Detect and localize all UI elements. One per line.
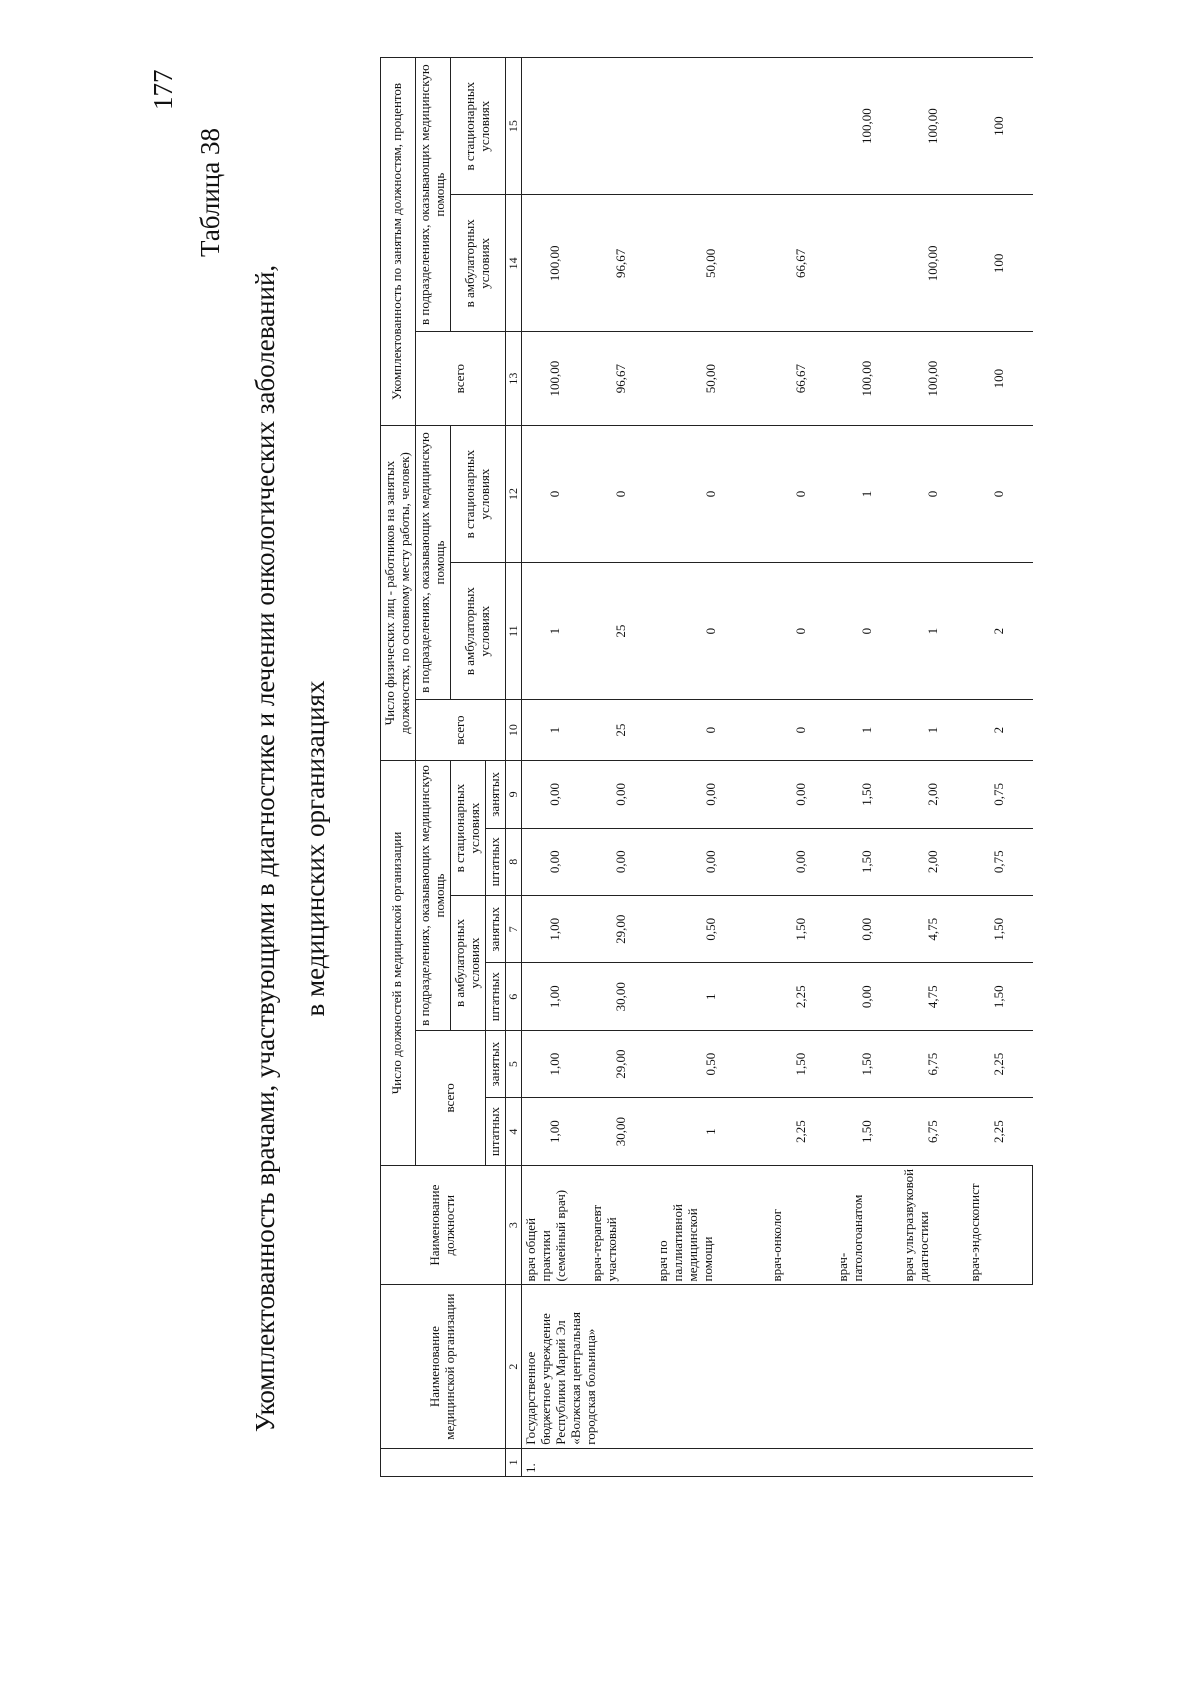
header-position-name: Наименование должности: [381, 1165, 506, 1285]
table-row: [654, 58, 768, 1477]
cell: 0: [522, 425, 589, 562]
col-number: 5: [505, 1030, 522, 1097]
header-persons-count: Число физических лиц - работников на занятых должностях, по основному месту работы, человек): [381, 425, 416, 760]
table-row: [588, 58, 654, 1477]
page-number: 177: [148, 69, 178, 110]
header-positions-inpatient: в стационарных условиях: [450, 761, 485, 896]
cell: 0: [654, 425, 768, 562]
table-row: [522, 58, 589, 1477]
cell: 100,00: [900, 195, 966, 332]
cell: 1: [900, 563, 966, 700]
cell: 30,00: [588, 963, 654, 1030]
col-number: 12: [505, 425, 522, 562]
position-name: врач ультразвуковой диагностики: [900, 1165, 966, 1285]
cell: 2,25: [768, 963, 834, 1030]
table-row: [900, 58, 966, 1477]
header-pct-inpatient: в стационарных условиях: [450, 58, 505, 195]
col-number: 3: [505, 1165, 522, 1285]
cell: 0: [966, 425, 1033, 562]
cell: 1: [654, 963, 768, 1030]
cell: 29,00: [588, 1030, 654, 1097]
cell: 2,00: [900, 828, 966, 895]
cell: 29,00: [588, 896, 654, 963]
cell: 1: [834, 700, 900, 761]
cell: 100: [966, 332, 1033, 426]
header-total-occupied: занятых: [485, 1030, 505, 1097]
cell: 6,75: [900, 1030, 966, 1097]
col-number: 10: [505, 700, 522, 761]
header-pct-total: всего: [415, 332, 505, 426]
cell: 1,50: [966, 963, 1033, 1030]
cell: 100,00: [522, 332, 589, 426]
cell: 4,75: [900, 896, 966, 963]
cell: 1: [900, 700, 966, 761]
cell: 2,25: [768, 1098, 834, 1165]
header-persons-total: всего: [415, 700, 505, 761]
cell: 1,00: [522, 1030, 589, 1097]
cell: 50,00: [654, 332, 768, 426]
cell: 66,67: [768, 332, 834, 426]
cell: 4,75: [900, 963, 966, 1030]
header-pct-ambulatory: в амбулаторных условиях: [450, 195, 505, 332]
cell: 1: [834, 425, 900, 562]
cell: 0,00: [588, 828, 654, 895]
col-number: 1: [505, 1448, 522, 1476]
cell: 1: [522, 700, 589, 761]
cell: 0: [834, 563, 900, 700]
cell: 96,67: [588, 332, 654, 426]
col-number: 7: [505, 896, 522, 963]
header-staffing-pct: Укомплектованность по занятым должностям, процентов: [381, 58, 416, 426]
cell: 100,00: [900, 332, 966, 426]
cell: [654, 58, 768, 195]
header-positions-in-units: в подразделениях, оказывающих медицинскую помощь: [415, 761, 450, 1031]
cell: 0,50: [654, 1030, 768, 1097]
header-persons-ambulatory: в амбулаторных условиях: [450, 563, 505, 700]
cell: [588, 58, 654, 195]
cell: 1,50: [834, 1030, 900, 1097]
cell: 2,25: [966, 1098, 1033, 1165]
col-number: 15: [505, 58, 522, 195]
cell: 0,75: [966, 761, 1033, 828]
document-title: Укомплектованность врачами, участвующими в диагностике и лечении онкологических заболеваний,: [250, 264, 280, 1433]
cell: 0: [768, 563, 834, 700]
cell: 0,50: [654, 896, 768, 963]
position-name: врач-эндоскопист: [966, 1165, 1033, 1285]
cell: 1,50: [834, 828, 900, 895]
col-number: 2: [505, 1285, 522, 1448]
col-number: 11: [505, 563, 522, 700]
cell: 0: [654, 563, 768, 700]
cell: 0: [588, 425, 654, 562]
col-number: 13: [505, 332, 522, 426]
cell: 2: [966, 563, 1033, 700]
header-inpatient-staff: штатных: [485, 828, 505, 895]
cell: 100,00: [522, 195, 589, 332]
position-name: врач по паллиативной медицинской помощи: [654, 1165, 768, 1285]
cell: 100,00: [834, 58, 900, 195]
header-pct-in-units: в подразделениях, оказывающих медицинскую помощь: [415, 58, 450, 332]
header-inpatient-occupied: занятых: [485, 761, 505, 828]
cell: 25: [588, 563, 654, 700]
header-positions-total: всего: [415, 1030, 485, 1165]
cell: 96,67: [588, 195, 654, 332]
column-number-row: [505, 58, 522, 1477]
cell: 0: [768, 700, 834, 761]
header-row-1: [381, 58, 416, 1477]
cell: 0,00: [588, 761, 654, 828]
position-name: врач-патологоанатом: [834, 1165, 900, 1285]
position-name: врач-терапевт участковый: [588, 1165, 654, 1285]
cell: 2: [966, 700, 1033, 761]
cell: 1,00: [522, 896, 589, 963]
cell: 2,25: [966, 1030, 1033, 1097]
cell: 1,50: [768, 896, 834, 963]
cell: 0,75: [966, 828, 1033, 895]
cell: [522, 58, 589, 195]
header-persons-inpatient: в стационарных условиях: [450, 425, 505, 562]
cell: 0,00: [654, 761, 768, 828]
table-row: [834, 58, 900, 1477]
cell: 0,00: [768, 828, 834, 895]
cell: 1,50: [966, 896, 1033, 963]
cell: 1: [654, 1098, 768, 1165]
staffing-table: [380, 57, 1033, 1477]
cell: 1,00: [522, 963, 589, 1030]
cell: 1,50: [768, 1030, 834, 1097]
cell: [768, 58, 834, 195]
cell: 0,00: [834, 963, 900, 1030]
header-total-staff: штатных: [485, 1098, 505, 1165]
header-positions-ambulatory: в амбулаторных условиях: [450, 896, 485, 1031]
document-subtitle: в медицинских организациях: [300, 680, 330, 1017]
header-persons-in-units: в подразделениях, оказывающих медицинскую помощь: [415, 425, 450, 699]
cell: 1,50: [834, 1098, 900, 1165]
cell: 0,00: [768, 761, 834, 828]
cell: 0: [768, 425, 834, 562]
cell: 0: [900, 425, 966, 562]
cell: 30,00: [588, 1098, 654, 1165]
col-number: 9: [505, 761, 522, 828]
position-name: врач общей практики (семейный врач): [522, 1165, 589, 1285]
col-number: 8: [505, 828, 522, 895]
cell: 0,00: [522, 828, 589, 895]
row-number: 1.: [522, 1448, 1033, 1476]
cell: 2,00: [900, 761, 966, 828]
table-row: [966, 58, 1033, 1477]
header-ambulatory-staff: штатных: [485, 963, 505, 1030]
cell: 0,00: [834, 896, 900, 963]
header-row-number: [381, 1448, 506, 1476]
cell: 25: [588, 700, 654, 761]
cell: 100,00: [834, 332, 900, 426]
cell: 6,75: [900, 1098, 966, 1165]
cell: 100,00: [900, 58, 966, 195]
header-positions-count: Число должностей в медицинской организации: [381, 761, 416, 1166]
table-row: [768, 58, 834, 1477]
cell: 1,00: [522, 1098, 589, 1165]
cell: 1: [522, 563, 589, 700]
header-org-name: Наименование медицинской организации: [381, 1285, 506, 1448]
cell: 66,67: [768, 195, 834, 332]
cell: 0: [654, 700, 768, 761]
organization-name: Государственное бюджетное учреждение Республики Марий Эл «Волжская центральная городская больница»: [522, 1285, 1033, 1448]
cell: 100: [966, 58, 1033, 195]
col-number: 4: [505, 1098, 522, 1165]
cell: 50,00: [654, 195, 768, 332]
cell: [834, 195, 900, 332]
cell: 0,00: [522, 761, 589, 828]
position-name: врач-онколог: [768, 1165, 834, 1285]
table-label: Таблица 38: [195, 128, 225, 257]
col-number: 6: [505, 963, 522, 1030]
col-number: 14: [505, 195, 522, 332]
cell: 0,00: [654, 828, 768, 895]
cell: 1,50: [834, 761, 900, 828]
cell: 100: [966, 195, 1033, 332]
header-ambulatory-occupied: занятых: [485, 896, 505, 963]
